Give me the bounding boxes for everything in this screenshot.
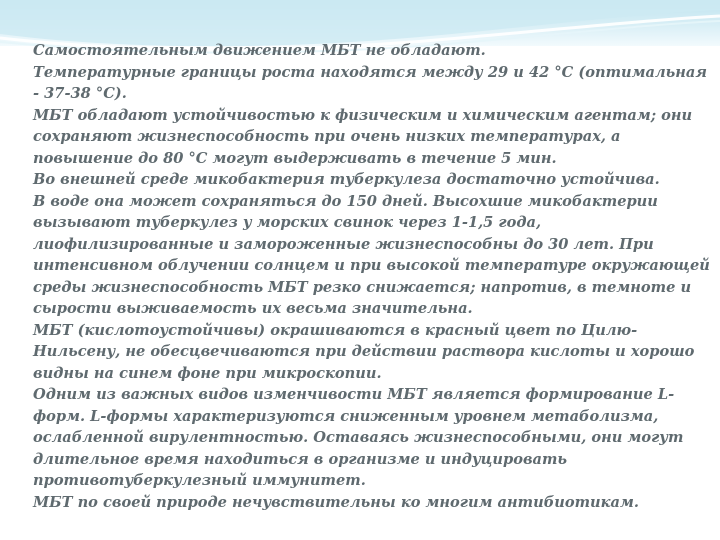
paragraph-environment: Во внешней среде микобактерия туберкулеза достаточно устойчива.: [33, 171, 660, 188]
paragraph-antibiotics: МБТ по своей природе нечувствительны ко многим антибиотикам.: [33, 493, 639, 511]
paragraph-resistance: МБТ обладают устойчивостью к физическим и химическим агентам; они сохраняют жизнеспособность при очень низких температурах, а повышение до 80 °С могут выдерживать в течение 5 мин.: [33, 106, 693, 167]
paragraph-water-survival: В воде она может сохраняться до 150 дней. Высохшие микобактерии вызывают туберкулез у морских свинок через 1-1,5 года, лиофилизированные и замороженные жизнеспособны до 30 лет. При интенсивном облучении солнцем и при высокой температуре окружающей среды жизнеспособность МБТ резко снижается; напротив, в темноте и сырости выживаемость их весьма значительна.: [33, 192, 710, 317]
paragraph-motility: Самостоятельным движением МБТ не обладают.: [33, 42, 486, 59]
body-text: [33, 40, 713, 513]
paragraph-l-forms: Одним из важных видов изменчивости МБТ является формирование L-форм. L-формы характеризуются сниженным уровнем метаболизма, ослабленной вирулентностью. Оставаясь жизнеспособными, они могут длительное время находиться в организме и индуцировать противотуберкулезный иммунитет.: [33, 386, 684, 489]
paragraph-staining: МБТ (кислотоустойчивы) окрашиваются в красный цвет по Цилю-Нильсену, не обесцвечиваются при действии раствора кислоты и хорошо видны на синем фоне при микроскопии.: [33, 321, 695, 382]
paragraph-temperature: Температурные границы роста находятся между 29 и 42 °С (оптимальная - 37-38 °С).: [33, 63, 707, 102]
